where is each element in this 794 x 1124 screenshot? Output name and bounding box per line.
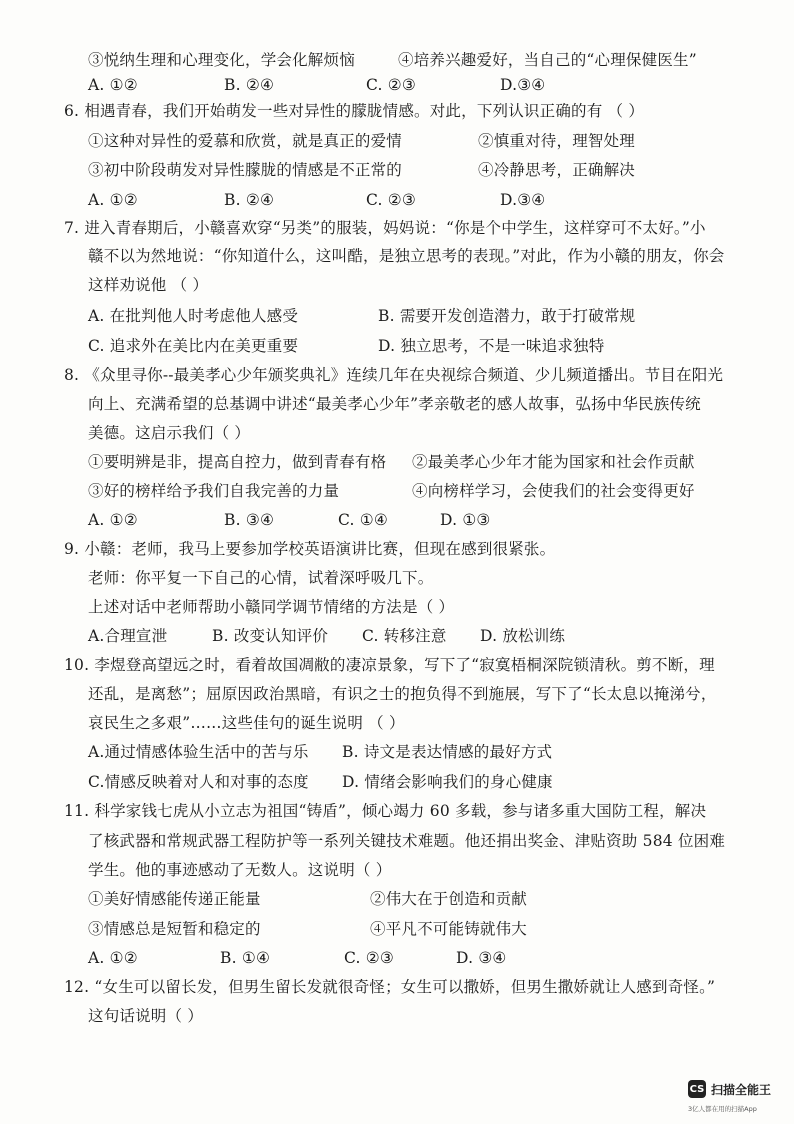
option-text: ③悦纳生理和心理变化，学会化解烦恼: [88, 51, 355, 69]
option-text: B. 改变认知评价: [212, 627, 329, 645]
option-text: D. 独立思考，不是一味追求独特: [378, 337, 605, 355]
option-text: B. 需要开发创造潜力，敢于打破常规: [378, 307, 636, 325]
option-text: D.③④: [500, 191, 546, 209]
scanner-watermark: [688, 1080, 771, 1098]
question-text: 这样劝说他 （ ）: [88, 276, 209, 294]
option-text: ②慎重对待，理智处理: [478, 132, 636, 150]
option-text: C. 追求外在美比内在美更重要: [88, 337, 299, 355]
option-text: ②伟大在于创造和贡献: [370, 890, 528, 908]
option-text: ④培养兴趣爱好，当自己的“心理保健医生”: [398, 51, 697, 69]
option-text: A.通过情感体验生活中的苦与乐: [88, 743, 309, 761]
option-text: ②最美孝心少年才能为国家和社会作贡献: [412, 453, 695, 471]
option-text: C. 转移注意: [362, 627, 447, 645]
option-text: B. ①④: [220, 949, 271, 967]
question-text: 9. 小赣：老师，我马上要参加学校英语演讲比赛，但现在感到很紧张。: [64, 540, 556, 558]
question-text: 7. 进入青春期后，小赣喜欢穿“另类”的服装，妈妈说：“你是个中学生，这样穿可不太好。”小: [64, 219, 706, 237]
question-text: 向上、充满希望的总基调中讲述“最美孝心少年”孝亲敬老的感人故事，弘扬中华民族传统: [88, 395, 701, 413]
question-text: 赣不以为然地说：“你知道什么，这叫酷，是独立思考的表现。”对此，作为小赣的朋友，你会: [88, 247, 725, 265]
option-text: D. 放松训练: [480, 627, 566, 645]
question-text: 10. 李煜登高望远之时，看着故国凋敝的凄凉景象，写下了“寂寞梧桐深院锁清秋。剪不断，理: [64, 656, 715, 674]
question-text: 学生。他的事迹感动了无数人。这说明（ ）: [88, 861, 392, 879]
option-text: A. ①②: [88, 76, 138, 94]
option-text: ①要明辨是非，提高自控力，做到青春有格: [88, 453, 387, 471]
question-text: 了核武器和常规武器工程防护等一系列关键技术难题。他还捐出奖金、津贴资助 584 位困难: [88, 832, 726, 850]
question-text: 8. 《众里寻你--最美孝心少年颁奖典礼》连续几年在央视综合频道、少儿频道播出。节目在阳光: [64, 366, 724, 384]
question-text: 美德。这启示我们（ ）: [88, 424, 251, 442]
option-text: ①美好情感能传递正能量: [88, 890, 261, 908]
option-text: B. ②④: [224, 76, 275, 94]
option-text: ④冷静思考，正确解决: [478, 161, 636, 179]
question-text: 这句话说明（ ）: [88, 1007, 204, 1025]
question-text: 哀民生之多艰”……这些佳句的诞生说明 （ ）: [88, 714, 405, 732]
option-text: D. ①③: [440, 511, 491, 529]
option-text: B. ③④: [224, 511, 275, 529]
option-text: A. ①②: [88, 949, 138, 967]
option-text: C.情感反映着对人和对事的态度: [88, 773, 309, 791]
option-text: ④平凡不可能铸就伟大: [370, 920, 528, 938]
option-text: ④向榜样学习，会使我们的社会变得更好: [412, 482, 695, 500]
option-text: A. 在批判他人时考虑他人感受: [88, 307, 299, 325]
question-text: 12. “女生可以留长发，但男生留长发就很奇怪；女生可以撒娇，但男生撒娇就让人感到奇怪。”: [64, 978, 716, 996]
question-text: 老师：你平复一下自己的心情，试着深呼吸几下。: [88, 569, 434, 587]
option-text: C. ②③: [366, 191, 416, 209]
option-text: ③好的榜样给予我们自我完善的力量: [88, 482, 340, 500]
brand-name: 扫描全能王: [711, 1082, 772, 1097]
option-text: C. ②③: [344, 949, 394, 967]
option-text: A. ①②: [88, 191, 138, 209]
option-text: B. 诗文是表达情感的最好方式: [342, 743, 553, 761]
option-text: D. ③④: [456, 949, 507, 967]
question-text: 还乱，是离愁”；屈原因政治黑暗，有识之士的抱负得不到施展，写下了“长太息以掩涕兮，: [88, 685, 717, 703]
option-text: D. 情绪会影响我们的身心健康: [342, 773, 553, 791]
option-text: C. ②③: [366, 76, 416, 94]
option-text: ③情感总是短暂和稳定的: [88, 920, 261, 938]
question-text: 6. 相遇青春，我们开始萌发一些对异性的朦胧情感。对此，下列认识正确的有 （ ）: [64, 102, 645, 120]
camscanner-logo-icon: CS: [688, 1080, 706, 1098]
question-text: 11. 科学家钱七虎从小立志为祖国“铸盾”，倾心竭力 60 多载，参与诸多重大国防工程，解决: [64, 802, 707, 820]
option-text: A. ①②: [88, 511, 138, 529]
brand-tagline: 3亿人都在用的扫描App: [688, 1105, 757, 1113]
option-text: B. ②④: [224, 191, 275, 209]
question-text: 上述对话中老师帮助小赣同学调节情绪的方法是（ ）: [88, 598, 455, 616]
option-text: D.③④: [500, 76, 546, 94]
option-text: ①这种对异性的爱慕和欣赏，就是真正的爱情: [88, 132, 403, 150]
option-text: C. ①④: [338, 511, 388, 529]
option-text: A.合理宣泄: [88, 627, 168, 645]
option-text: ③初中阶段萌发对异性朦胧的情感是不正常的: [88, 161, 403, 179]
